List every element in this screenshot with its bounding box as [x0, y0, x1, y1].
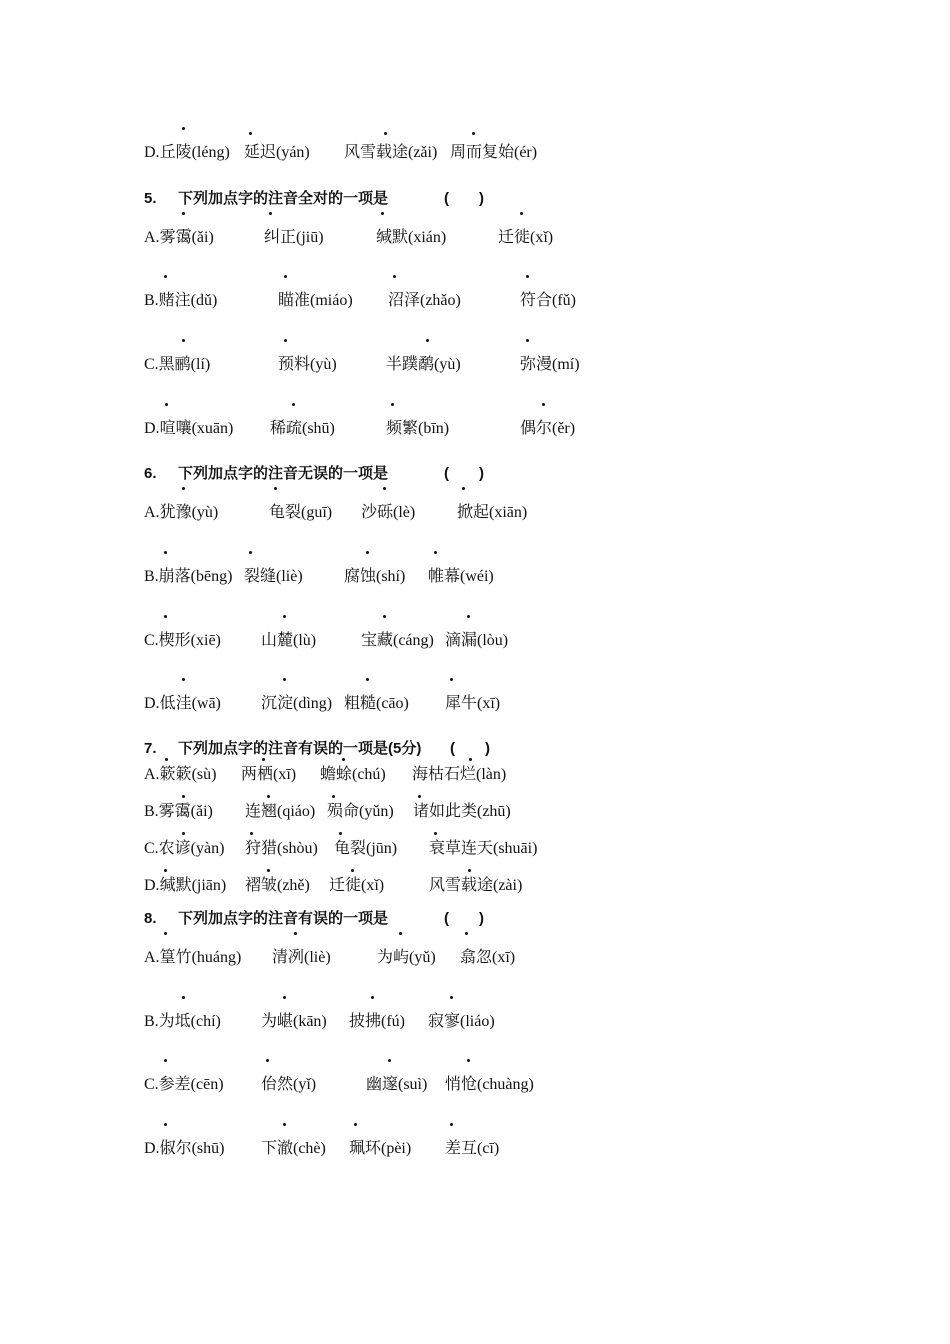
option-word: 翕忽(xī) [460, 949, 516, 966]
emphasis-dot [434, 832, 437, 835]
question-7-stem [144, 738, 490, 760]
option-word: 犀牛(xī) [445, 695, 501, 712]
emphasis-dot [383, 615, 386, 618]
option-word: 低洼(wā) [159, 695, 221, 712]
option-word: 弥漫(mí) [520, 356, 580, 373]
emphasis-dot [468, 869, 471, 872]
option-word: 腐蚀(shí) [344, 568, 406, 585]
option-word: 殒命(yǔn) [327, 803, 394, 820]
option-word: 裂缝(liè) [244, 568, 303, 585]
option-label: B. [144, 803, 159, 820]
option-word: 蟾蜍(chú) [320, 766, 386, 783]
emphasis-dot [182, 832, 185, 835]
option-word: 篁竹(huáng) [159, 949, 242, 966]
option-word: 农谚(yàn) [158, 840, 225, 857]
emphasis-dot [283, 1123, 286, 1126]
emphasis-dot [164, 869, 167, 872]
option-word: 簌簌(sù) [159, 766, 217, 783]
emphasis-dot [267, 795, 270, 798]
option-word: 海枯石烂(làn) [412, 766, 507, 783]
emphasis-dot [283, 996, 286, 999]
option-word: 风雪载途(zǎi) [344, 144, 438, 161]
emphasis-dot [164, 275, 167, 278]
answer-blank: ( ) [444, 910, 484, 927]
option-word: 粗糙(cāo) [344, 695, 409, 712]
option-word: 延迟(yán) [244, 144, 310, 161]
option-label: D. [144, 144, 160, 161]
emphasis-dot [250, 832, 253, 835]
emphasis-dot [165, 758, 168, 761]
option-word: 风雪载途(zài) [429, 877, 523, 894]
option-word: 赌注(dǔ) [158, 292, 218, 309]
emphasis-dot [284, 275, 287, 278]
option-word: 为屿(yǔ) [377, 949, 436, 966]
question-prompt: 下列加点字的注音无误的一项是 [178, 465, 389, 482]
emphasis-dot [472, 132, 475, 135]
emphasis-dot [450, 678, 453, 681]
emphasis-dot [434, 551, 437, 554]
option-word: 清冽(liè) [272, 949, 331, 966]
option-word: 佁然(yǐ) [261, 1076, 317, 1093]
question-6-stem [144, 463, 484, 485]
option-word: 寂寥(liáo) [428, 1013, 495, 1030]
emphasis-dot [182, 487, 185, 490]
emphasis-dot [391, 403, 394, 406]
option-word: 两栖(xī) [241, 766, 297, 783]
option-word: 沉淀(dìng) [261, 695, 333, 712]
option-word: 喧嚷(xuān) [159, 420, 234, 437]
emphasis-dot [388, 1059, 391, 1062]
emphasis-dot [366, 551, 369, 554]
option-word: 褶皱(zhě) [245, 877, 310, 894]
option-word: 犹豫(yù) [159, 504, 219, 521]
emphasis-dot [351, 869, 354, 872]
option-word: 山麓(lù) [261, 632, 317, 649]
option-word: 为坻(chí) [158, 1013, 221, 1030]
emphasis-dot [366, 678, 369, 681]
option-word: 瞄准(miáo) [278, 292, 353, 309]
option-word: 差互(cī) [445, 1140, 500, 1157]
emphasis-dot [462, 487, 465, 490]
emphasis-dot [292, 403, 295, 406]
option-word: 沙砾(lè) [361, 504, 416, 521]
emphasis-dot [294, 932, 297, 935]
option-word: 纠正(jiū) [264, 229, 324, 246]
option-word: 丘陵(léng) [159, 144, 230, 161]
option-text [144, 141, 230, 165]
question-number: 6. [144, 465, 157, 482]
emphasis-dot [399, 932, 402, 935]
emphasis-dot [283, 678, 286, 681]
emphasis-dot [182, 339, 185, 342]
option-word: 参差(cēn) [158, 1076, 224, 1093]
emphasis-dot [267, 869, 270, 872]
emphasis-dot [164, 551, 167, 554]
emphasis-dot [381, 212, 384, 215]
option-label: B. [144, 1013, 159, 1030]
emphasis-dot [164, 932, 167, 935]
emphasis-dot [182, 795, 185, 798]
option-label: D. [144, 1140, 160, 1157]
emphasis-dot [520, 212, 523, 215]
emphasis-dot [383, 487, 386, 490]
answer-blank: ( ) [444, 190, 484, 207]
emphasis-dot [426, 339, 429, 342]
option-label: A. [144, 504, 160, 521]
question-prompt: 下列加点字的注音有误的一项是(5分) [178, 740, 422, 757]
option-word: 悄怆(chuàng) [445, 1076, 534, 1093]
option-word: 迁徙(xǐ) [498, 229, 554, 246]
option-word: 稀疏(shū) [270, 420, 335, 437]
emphasis-dot [384, 132, 387, 135]
option-word: 频繁(bīn) [386, 420, 450, 437]
emphasis-dot [164, 1123, 167, 1126]
option-word: 迁徙(xǐ) [329, 877, 385, 894]
answer-blank: ( ) [450, 740, 490, 757]
emphasis-dot [284, 339, 287, 342]
question-8-stem [144, 908, 484, 930]
question-number: 7. [144, 740, 157, 757]
emphasis-dot [418, 795, 421, 798]
option-word: 缄默(xián) [376, 229, 447, 246]
option-label: C. [144, 1076, 159, 1093]
emphasis-dot [371, 996, 374, 999]
emphasis-dot [269, 212, 272, 215]
option-label: D. [144, 877, 160, 894]
option-word: 珮环(pèi) [349, 1140, 412, 1157]
option-word: 狩猎(shòu) [245, 840, 318, 857]
option-word: 龟裂(guī) [269, 504, 333, 521]
emphasis-dot [469, 758, 472, 761]
option-label: C. [144, 356, 159, 373]
emphasis-dot [542, 403, 545, 406]
option-label: A. [144, 949, 160, 966]
option-word: 龟裂(jūn) [334, 840, 398, 857]
option-word: 沼泽(zhǎo) [388, 292, 461, 309]
emphasis-dot [182, 996, 185, 999]
option-word: 掀起(xiān) [457, 504, 528, 521]
option-word: 下澈(chè) [261, 1140, 326, 1157]
option-word: 楔形(xiē) [158, 632, 221, 649]
option-word: 半蹼鹬(yù) [386, 356, 461, 373]
emphasis-dot [342, 758, 345, 761]
emphasis-dot [526, 275, 529, 278]
option-word: 宝藏(cáng) [361, 632, 434, 649]
emphasis-dot [332, 795, 335, 798]
option-word: 为嵁(kān) [261, 1013, 327, 1030]
emphasis-dot [249, 132, 252, 135]
option-word: 黑鹂(lí) [158, 356, 211, 373]
option-word: 披拂(fú) [349, 1013, 405, 1030]
option-word: 雾霭(ǎi) [158, 803, 213, 820]
option-word: 雾霭(ǎi) [159, 229, 214, 246]
emphasis-dot [467, 615, 470, 618]
option-word: 预料(yù) [278, 356, 337, 373]
option-word: 幽邃(suì) [366, 1076, 428, 1093]
option-label: C. [144, 632, 159, 649]
option-label: C. [144, 840, 159, 857]
option-word: 偶尔(ěr) [520, 420, 576, 437]
option-label: D. [144, 695, 160, 712]
option-word: 周而复始(ér) [450, 144, 538, 161]
emphasis-dot [450, 1123, 453, 1126]
emphasis-dot [249, 551, 252, 554]
emphasis-dot [165, 403, 168, 406]
option-word: 缄默(jiān) [159, 877, 227, 894]
emphasis-dot [339, 832, 342, 835]
emphasis-dot [465, 932, 468, 935]
option-word: 连翘(qiáo) [245, 803, 316, 820]
emphasis-dot [354, 1123, 357, 1126]
question-prompt: 下列加点字的注音全对的一项是 [178, 190, 389, 207]
option-word: 衰草连天(shuāi) [429, 840, 538, 857]
emphasis-dot [266, 1059, 269, 1062]
emphasis-dot [182, 127, 185, 130]
emphasis-dot [467, 1059, 470, 1062]
emphasis-dot [164, 1059, 167, 1062]
option-word: 诸如此类(zhū) [413, 803, 511, 820]
emphasis-dot [283, 615, 286, 618]
emphasis-dot [262, 758, 265, 761]
emphasis-dot [274, 487, 277, 490]
emphasis-dot [164, 615, 167, 618]
option-label: A. [144, 766, 160, 783]
emphasis-dot [182, 212, 185, 215]
option-word: 俶尔(shū) [159, 1140, 225, 1157]
emphasis-dot [526, 339, 529, 342]
question-prompt: 下列加点字的注音有误的一项是 [178, 910, 389, 927]
emphasis-dot [450, 996, 453, 999]
option-word: 滴漏(lòu) [445, 632, 509, 649]
question-5-stem [144, 188, 484, 210]
option-word: 帷幕(wéi) [428, 568, 494, 585]
emphasis-dot [182, 678, 185, 681]
question-number: 5. [144, 190, 157, 207]
question-number: 8. [144, 910, 157, 927]
option-label: D. [144, 420, 160, 437]
option-label: B. [144, 568, 159, 585]
option-word: 崩落(bēng) [158, 568, 233, 585]
answer-blank: ( ) [444, 465, 484, 482]
emphasis-dot [393, 275, 396, 278]
option-label: B. [144, 292, 159, 309]
option-word: 符合(fǔ) [520, 292, 576, 309]
option-label: A. [144, 229, 160, 246]
